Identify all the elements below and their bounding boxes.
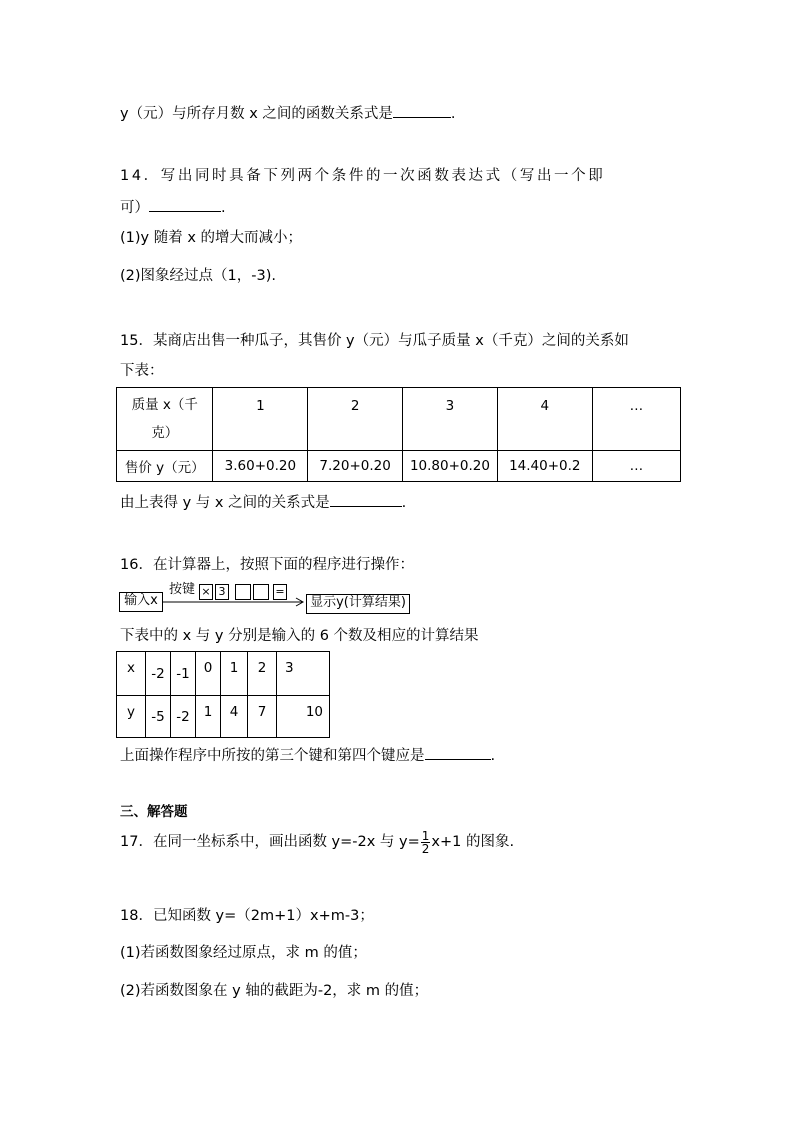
table-cell: … xyxy=(592,388,680,451)
q15-after: 由上表得 y 与 x 之间的关系式是 . xyxy=(120,492,406,513)
table-header-cell: 售价 y（元） xyxy=(117,451,213,482)
table-row xyxy=(117,696,330,738)
q16-line2: 下表中的 x 与 y 分别是输入的 6 个数及相应的计算结果 xyxy=(120,628,479,644)
table-cell: 1 xyxy=(213,388,308,451)
q13-text: y（元）与所存月数 x 之间的函数关系式是 xyxy=(120,106,393,122)
q14-line2: 可） . xyxy=(120,197,226,218)
input-box: 输入x xyxy=(119,592,163,612)
q16-table xyxy=(116,651,330,738)
table-header-cell: 质量 x（千 克） xyxy=(117,388,213,451)
q17-line: 17．在同一坐标系中，画出函数 y=-2x 与 y= $\frac{1}{2}$ x+1 的图象. xyxy=(120,828,515,856)
table-row xyxy=(117,451,681,482)
table-cell: 0 xyxy=(196,652,221,696)
table-cell: … xyxy=(592,451,680,482)
table-cell: -1 xyxy=(171,652,196,696)
table-cell: 3 xyxy=(403,388,498,451)
output-box: 显示y(计算结果) xyxy=(306,594,410,614)
answer-blank xyxy=(149,197,221,212)
table-row xyxy=(117,652,330,696)
q18-cond2: (2)若函数图象在 y 轴的截距为-2，求 m 的值； xyxy=(120,983,429,999)
q14-cond1: (1)y 随着 x 的增大而减小； xyxy=(120,230,303,246)
table-cell: 14.40+0.2 xyxy=(497,451,592,482)
table-cell: 3.60+0.20 xyxy=(213,451,308,482)
table-cell: 4 xyxy=(221,696,248,738)
answer-blank xyxy=(425,745,491,760)
table-cell: 3 xyxy=(277,652,330,696)
q15-table xyxy=(116,387,681,482)
q16-after: 上面操作程序中所按的第三个键和第四个键应是 . xyxy=(120,745,495,766)
flow-arrow xyxy=(162,596,308,608)
answer-blank xyxy=(330,492,402,507)
table-cell: 2 xyxy=(308,388,403,451)
q18-line1: 18．已知函数 y=（2m+1）x+m-3； xyxy=(120,908,374,924)
key-3: 3 xyxy=(215,584,229,600)
q14-cond2: (2)图象经过点（1，-3). xyxy=(120,268,276,284)
key-equals: = xyxy=(273,584,287,600)
table-row xyxy=(117,388,681,451)
table-cell: 7.20+0.20 xyxy=(308,451,403,482)
table-cell: -2 xyxy=(171,696,196,738)
key-times: × xyxy=(199,584,213,600)
q13-tail: y（元）与所存月数 x 之间的函数关系式是 . xyxy=(120,103,456,124)
table-cell: 10 xyxy=(277,696,330,738)
keys-label: 按键 xyxy=(169,582,196,597)
table-cell: 4 xyxy=(497,388,592,451)
answer-blank xyxy=(393,103,451,118)
q16-line1: 16．在计算器上，按照下面的程序进行操作： xyxy=(120,557,414,573)
table-cell: -2 xyxy=(146,652,171,696)
table-cell: 1 xyxy=(196,696,221,738)
fraction-one-half: $\frac{1}{2}$ xyxy=(421,828,430,856)
q18-cond1: (1)若函数图象经过原点，求 m 的值； xyxy=(120,945,367,961)
table-cell: 1 xyxy=(221,652,248,696)
q14-line1: 14．写出同时具备下列两个条件的一次函数表达式（写出一个即 xyxy=(120,168,606,184)
section-heading: 三、解答题 xyxy=(120,804,188,820)
table-cell: 7 xyxy=(248,696,277,738)
table-header-cell: y xyxy=(117,696,146,738)
table-cell: 2 xyxy=(248,652,277,696)
table-header-cell: x xyxy=(117,652,146,696)
table-cell: -5 xyxy=(146,696,171,738)
q15-line1: 15．某商店出售一种瓜子，其售价 y（元）与瓜子质量 x（千克）之间的关系如 xyxy=(120,333,629,349)
table-cell: 10.80+0.20 xyxy=(403,451,498,482)
q15-line2: 下表： xyxy=(120,363,164,379)
